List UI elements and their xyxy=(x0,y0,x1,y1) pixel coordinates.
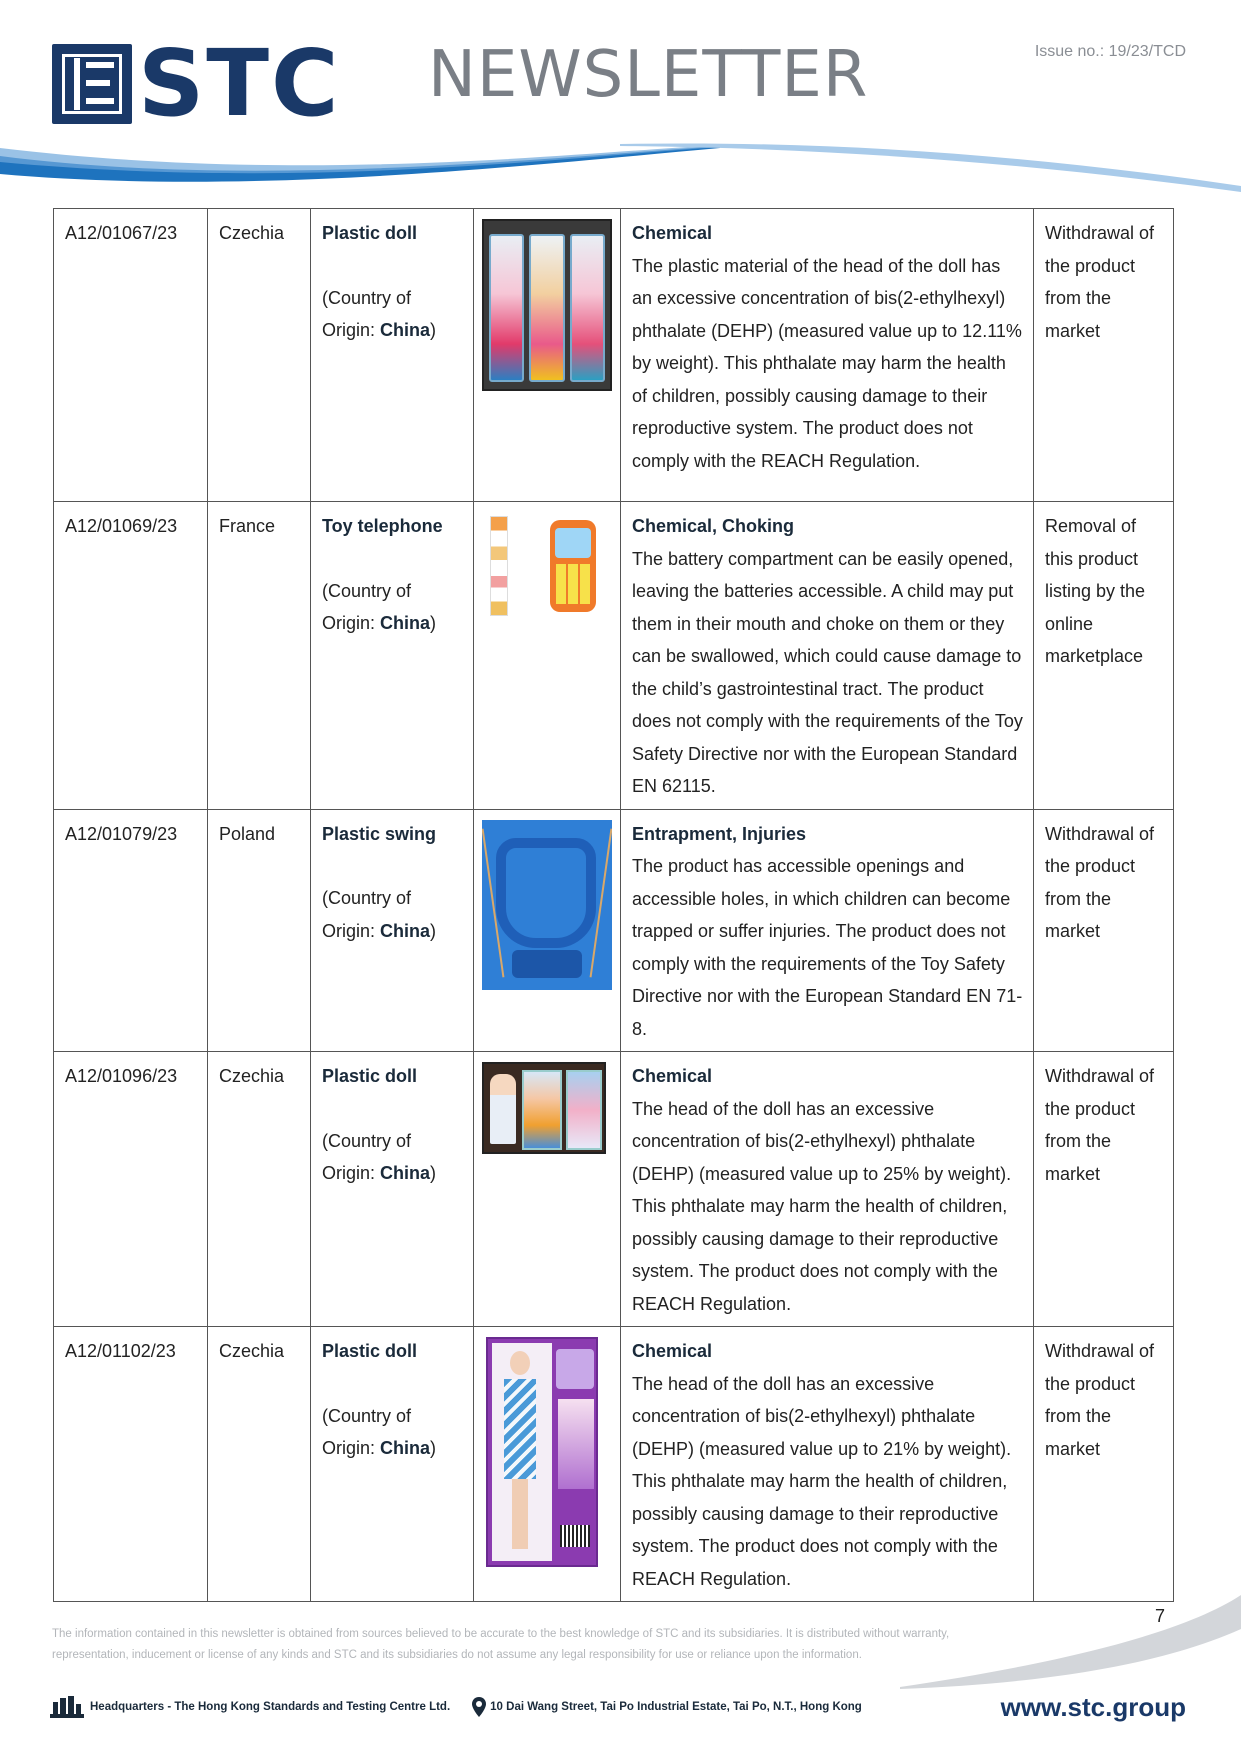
ref-number: A12/01067/23 xyxy=(54,209,208,502)
page-header xyxy=(0,0,1241,200)
header-swoosh-icon xyxy=(0,140,1241,200)
measures-taken: Withdrawal of the product from the market xyxy=(1034,809,1174,1052)
headquarters-address: 10 Dai Wang Street, Tai Po Industrial Estate, Tai Po, N.T., Hong Kong xyxy=(490,1701,862,1713)
product-image-cell xyxy=(474,1052,621,1327)
risk-type: Chemical xyxy=(632,1066,713,1086)
product-image-cell xyxy=(474,809,621,1052)
table-row xyxy=(54,209,1174,502)
country-of-origin: (Country of Origin: China) xyxy=(322,888,437,941)
logo-text: STC xyxy=(138,30,341,137)
table-row xyxy=(54,1327,1174,1602)
fashion-doll-box-photo-icon xyxy=(486,1337,598,1567)
toy-phone-photo-icon xyxy=(482,512,612,622)
ref-number: A12/01102/23 xyxy=(54,1327,208,1602)
risk-description: The product has accessible openings and accessible holes, in which children can become trapped or suffer injuries. The product does not comply with the requirements of the Toy Safety Directive nor with the European Standard EN 71-8. xyxy=(632,856,1023,1039)
product-name: Plastic swing xyxy=(322,823,437,844)
disclaimer: The information contained in this newsletter is obtained from sources believed to be accurate to the best knowledge of STC and its subsidiaries. It is distributed without warranty, representation, inducement or license of any kinds and STC and its subsidiaries do not assume any legal responsibility for use or reliance upon the information. xyxy=(52,1628,950,1661)
risk-description: The battery compartment can be easily opened, leaving the batteries accessible. A child may put them in their mouth and choke on them or they can be swallowed, which could cause damage to the child’s gastrointestinal tract. The product does not comply with the requirements of the Toy Safety Directive nor with the European Standard EN 62115. xyxy=(632,548,1023,796)
blue-swing-photo-icon xyxy=(482,820,612,990)
measures-taken: Withdrawal of the product from the market xyxy=(1034,1327,1174,1602)
product-image-cell xyxy=(474,1327,621,1602)
measures-taken: Withdrawal of the product from the market xyxy=(1034,209,1174,502)
measures-taken: Removal of this product listing by the online marketplace xyxy=(1034,502,1174,810)
risk-description: The plastic material of the head of the doll has an excessive concentration of bis(2-ethylhexyl) phthalate (DEHP) (measured value up to 12.11% by weight). This phthalate may harm the health of children, possibly causing damage to their reproductive system. The product does not comply with the REACH Regulation. xyxy=(632,255,1022,471)
product-image-cell xyxy=(474,209,621,502)
product-cell xyxy=(311,502,474,810)
location-pin-icon xyxy=(472,1697,486,1717)
product-name: Plastic doll xyxy=(322,1066,418,1086)
country-of-origin: (Country of Origin: China) xyxy=(322,1405,437,1458)
building-icon xyxy=(50,1696,84,1718)
product-name: Toy telephone xyxy=(322,516,443,536)
table-row xyxy=(54,502,1174,810)
risk-cell xyxy=(621,209,1034,502)
doll-boxes-photo-icon xyxy=(482,219,612,391)
country-of-origin: (Country of Origin: China) xyxy=(322,287,437,340)
headquarters-label: Headquarters - The Hong Kong Standards and Testing Centre Ltd. xyxy=(90,1701,451,1713)
risk-cell xyxy=(621,1327,1034,1602)
recall-table xyxy=(53,208,1174,1602)
page-number: 7 xyxy=(1155,1606,1166,1626)
stc-logo xyxy=(52,30,341,137)
risk-description: The head of the doll has an excessive concentration of bis(2-ethylhexyl) phthalate (DEHP) (measured value up to 25% by weight). This phthalate may harm the health of children, possibly causing damage to their reproductive system. The product does not comply with the REACH Regulation. xyxy=(632,1098,1012,1314)
product-cell xyxy=(311,1052,474,1327)
risk-cell xyxy=(621,809,1034,1052)
product-cell xyxy=(311,809,474,1052)
product-image-cell xyxy=(474,502,621,810)
country: Czechia xyxy=(208,1327,311,1602)
ref-number: A12/01069/23 xyxy=(54,502,208,810)
risk-cell xyxy=(621,1052,1034,1327)
risk-type: Chemical xyxy=(632,223,713,243)
country: Czechia xyxy=(208,209,311,502)
table-row xyxy=(54,1052,1174,1327)
country-of-origin: (Country of Origin: China) xyxy=(322,580,437,633)
measures-taken: Withdrawal of the product from the market xyxy=(1034,1052,1174,1327)
risk-cell xyxy=(621,502,1034,810)
product-name: Plastic doll xyxy=(322,223,418,243)
table-row xyxy=(54,809,1174,1052)
country: Czechia xyxy=(208,1052,311,1327)
product-cell xyxy=(311,209,474,502)
risk-description: The head of the doll has an excessive concentration of bis(2-ethylhexyl) phthalate (DEHP) (measured value up to 21% by weight). This phthalate may harm the health of children, possibly causing damage to their reproductive system. The product does not comply with the REACH Regulation. xyxy=(632,1373,1012,1589)
risk-type: Chemical, Choking xyxy=(632,516,795,536)
issue-number: Issue no.: 19/23/TCD xyxy=(1034,43,1186,60)
risk-type: Entrapment, Injuries xyxy=(632,823,807,844)
doll-set-photo-icon xyxy=(482,1062,606,1154)
ref-number: A12/01096/23 xyxy=(54,1052,208,1327)
stc-logo-mark-icon xyxy=(52,44,132,124)
country-of-origin: (Country of Origin: China) xyxy=(322,1130,437,1183)
ref-number: A12/01079/23 xyxy=(54,809,208,1052)
newsletter-title: NEWSLETTER xyxy=(428,38,869,112)
product-name: Plastic doll xyxy=(322,1341,418,1361)
country: France xyxy=(208,502,311,810)
country: Poland xyxy=(208,809,311,1052)
product-cell xyxy=(311,1327,474,1602)
website-link[interactable]: www.stc.group xyxy=(1000,1692,1186,1722)
risk-type: Chemical xyxy=(632,1341,713,1361)
